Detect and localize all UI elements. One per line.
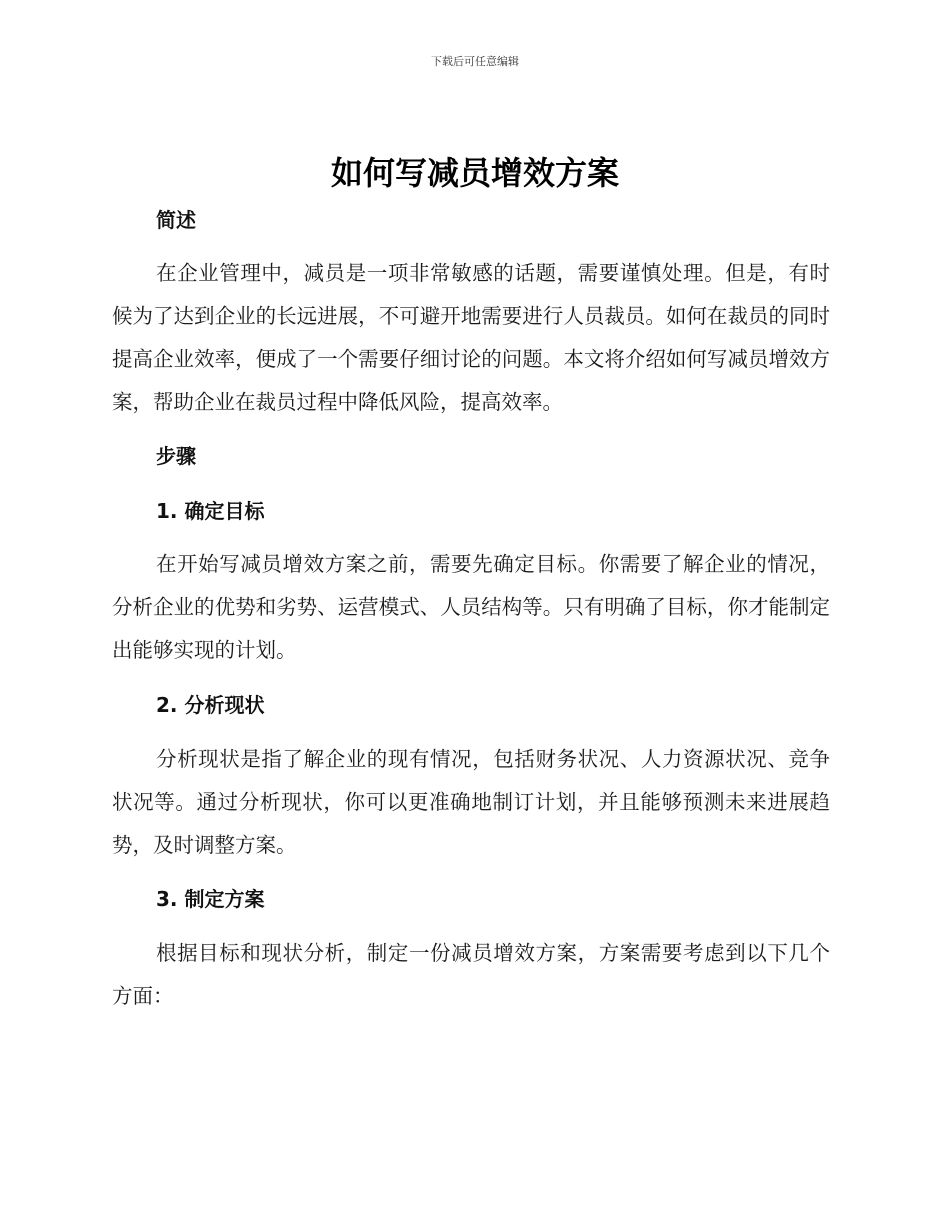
- step2-paragraph: 分析现状是指了解企业的现有情况，包括财务状况、人力资源状况、竞争状况等。通过分析现状，你可以更准确地制订计划，并且能够预测未来进展趋势，及时调整方案。: [112, 747, 830, 857]
- step3-paragraph: 根据目标和现状分析，制定一份减员增效方案，方案需要考虑到以下几个方面：: [112, 941, 830, 1008]
- step3-heading: 3. 制定方案: [156, 887, 265, 911]
- step1-paragraph: 在开始写减员增效方案之前，需要先确定目标。你需要了解企业的情况，分析企业的优势和劣势、运营模式、人员结构等。只有明确了目标，你才能制定出能够实现的计划。: [112, 552, 830, 662]
- summary-heading: 简述: [156, 208, 196, 232]
- summary-paragraph: 在企业管理中，减员是一项非常敏感的话题，需要谨慎处理。但是，有时候为了达到企业的长远进展，不可避开地需要进行人员裁员。如何在裁员的同时提高企业效率，便成了一个需要仔细讨论的问题。本文将介绍如何写减员增效方案，帮助企业在裁员过程中降低风险，提高效率。: [112, 261, 830, 414]
- step2-heading: 2. 分析现状: [156, 693, 265, 717]
- step1-heading: 1. 确定目标: [156, 499, 265, 523]
- steps-heading: 步骤: [156, 444, 196, 468]
- document-title: 如何写减员增效方案: [330, 154, 619, 192]
- page-header: 下载后可任意编辑: [431, 55, 519, 68]
